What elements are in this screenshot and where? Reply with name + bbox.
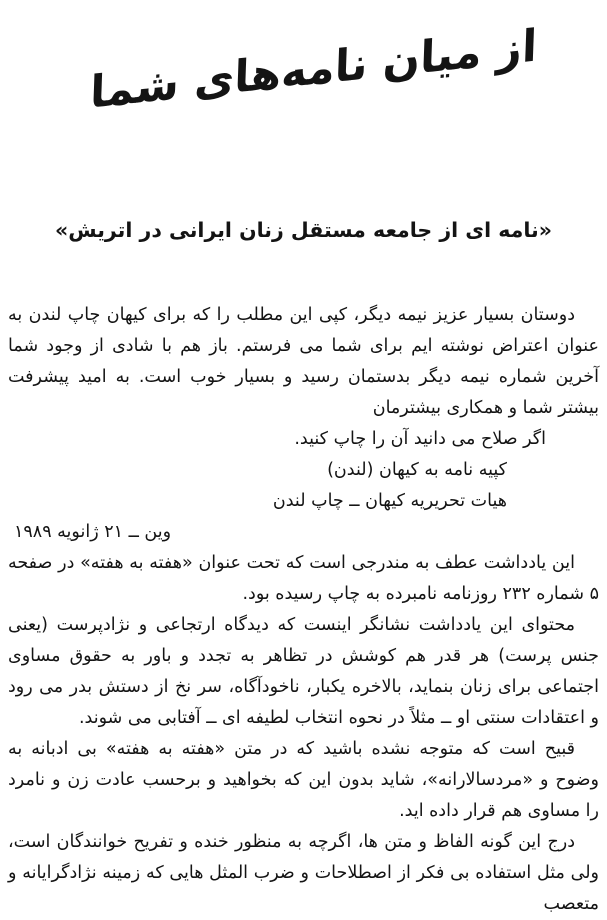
dateline: وین ــ ۲۱ ژانویه ۱۹۸۹ xyxy=(14,522,172,542)
masthead xyxy=(0,4,607,136)
letter-body xyxy=(0,300,607,920)
masthead-calligraphy-title: از میان نامه‌های شما xyxy=(89,19,538,119)
scanned-letter-page xyxy=(0,4,607,919)
letter-heading: «نامه ای از جامعه مستقل زنان ایرانی در اتریش» xyxy=(55,218,552,242)
signature-line-2: هیات تحریریه کیهان ــ چاپ لندن xyxy=(272,491,507,511)
signature-line-1: کپیه نامه به کیهان (لندن) xyxy=(327,460,507,480)
paragraph-5: درج این گونه الفاظ و متن ها، اگرچه به منظور خنده و تفریح خوانندگان است، ولی مثل استفاده بی فکر از اصطلاحات و ضرب المثل هایی که زمینه نژادگرایانه و متعصب xyxy=(8,832,599,914)
paragraph-1: دوستان بسیار عزیز نیمه دیگر، کپی این مطلب را که برای کیهان چاپ لندن به عنوان اعتراض نوشته ایم برای شما می فرستم. باز هم با شادی از وجود شما آخرین شماره نیمه دیگر بدستمان رسید و بسیار خوب است. به امید پیشرفت بیشتر شما و همکاری بیشترمان xyxy=(8,305,599,418)
paragraph-2: این یادداشت عطف به مندرجی است که تحت عنوان «هفته به هفته» در صفحه ۵ شماره ۲۳۲ روزنامه نامبرده به چاپ رسیده بود. xyxy=(8,553,599,604)
paragraph-3: محتوای این یادداشت نشانگر اینست که دیدگاه ارتجاعی و نژادپرست (یعنی جنس پرست) هر قدر هم کوشش در تظاهر به تجدد و باور به حقوق مساوی اجتماعی برای زنان بنماید، بالاخره یکبار، ناخودآگاه، سر نخ از دستش بدر می رود و اعتقادات سنتی او ــ مثلاً در نحوه انتخاب لطیفه ای ــ آفتابی می شوند. xyxy=(8,615,599,728)
paragraph-4: قبیح است که متوجه نشده باشید که در متن «هفته به هفته» بی ادبانه به وضوح و «مردسالارانه»، شاید بدون این که بخواهید و برحسب عادت زن و نامرد را مساوی هم قرار داده اید. xyxy=(8,739,599,821)
closing-line: اگر صلاح می دانید آن را چاپ کنید. xyxy=(294,429,546,449)
